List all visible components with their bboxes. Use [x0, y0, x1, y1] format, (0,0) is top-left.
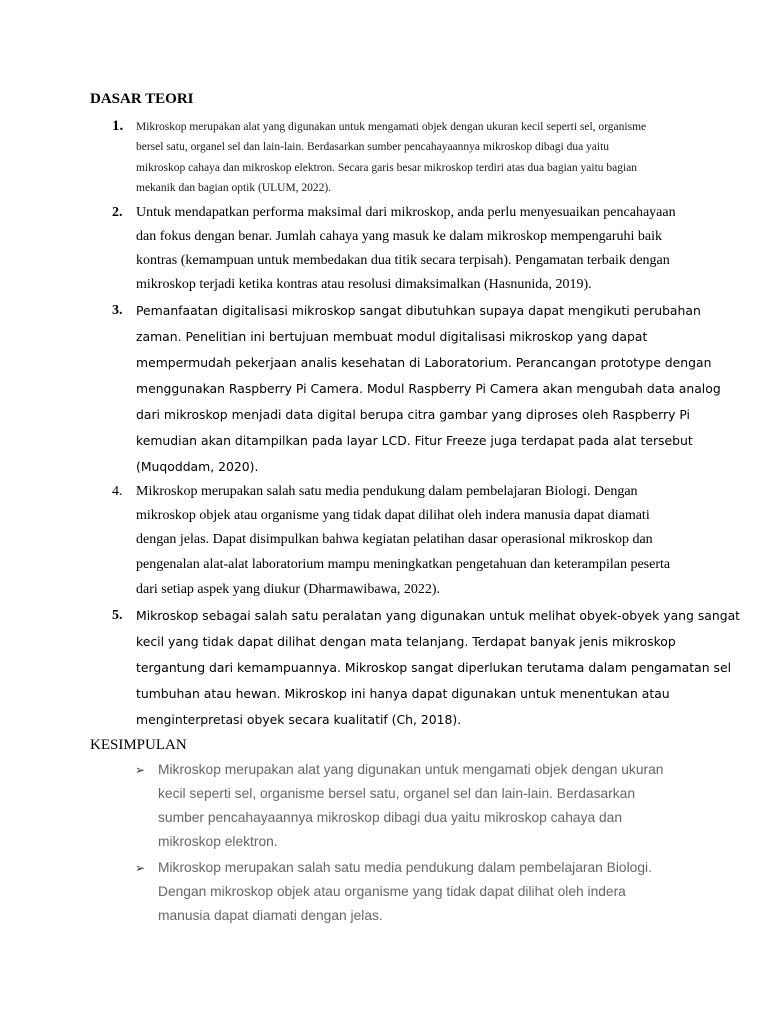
- list-item-text-line: mempermudah pekerjaan analis kesehatan di Laboratorium. Perancangan prototype dengan: [136, 355, 712, 370]
- bullet-text-line: mikroskop elektron.: [158, 834, 278, 849]
- arrow-bullet-icon: ➢: [135, 861, 146, 875]
- bullet-text-line: Mikroskop merupakan alat yang digunakan untuk mengamati objek dengan ukuran: [158, 762, 664, 777]
- list-item-text-line: pengenalan alat-alat laboratorium mampu meningkatkan pengetahuan dan keterampilan peserta: [136, 557, 671, 572]
- arrow-bullet-icon: ➢: [135, 763, 146, 777]
- list-item-text-line: zaman. Penelitian ini bertujuan membuat modul digitalisasi mikroskop yang dapat: [136, 329, 648, 344]
- list-item-text-line: mikroskop objek atau organisme yang tidak dapat dilihat oleh indera manusia dapat diamati: [136, 508, 650, 523]
- list-item-text-line: mekanik dan bagian optik (ULUM, 2022).: [136, 182, 332, 194]
- list-item-text-line: kemudian akan ditampilkan pada layar LCD. Fitur Freeze juga terdapat pada alat tersebut: [136, 433, 693, 448]
- list-number: 5.: [112, 608, 123, 623]
- list-item-text-line: kontras (kemampuan untuk membedakan dua titik secara terpisah). Pengamatan terbaik dengan: [136, 253, 670, 268]
- bullet-text-line: kecil seperti sel, organisme bersel satu, organel sel dan lain-lain. Berdasarkan: [158, 786, 636, 801]
- list-item-text-line: dengan jelas. Dapat disimpulkan bahwa kegiatan pelatihan dasar operasional mikroskop dan: [136, 532, 653, 547]
- list-item-text-line: Untuk mendapatkan performa maksimal dari mikroskop, anda perlu menyesuaikan pencahayaan: [136, 205, 676, 220]
- list-number: 1.: [112, 118, 124, 134]
- list-item-text-line: Mikroskop merupakan salah satu media pendukung dalam pembelajaran Biologi. Dengan: [136, 484, 638, 499]
- list-number: 2.: [112, 205, 123, 220]
- list-item-text-line: dan fokus dengan benar. Jumlah cahaya yang masuk ke dalam mikroskop mempengaruhi baik: [136, 229, 663, 244]
- list-item-text-line: Pemanfaatan digitalisasi mikroskop sangat dibutuhkan supaya dapat mengikuti perubahan: [136, 303, 701, 318]
- list-item-text-line: bersel satu, organel sel dan lain-lain. Berdasarkan sumber pencahayaannya mikroskop dibagi dua yaitu: [136, 141, 610, 153]
- list-item-text-line: Mikroskop merupakan alat yang digunakan untuk mengamati objek dengan ukuran kecil seperti sel, organisme: [136, 121, 647, 133]
- bullet-text-line: sumber pencahayaannya mikroskop dibagi dua yaitu mikroskop cahaya dan: [158, 810, 623, 825]
- bullet-text-line: manusia dapat diamati dengan jelas.: [158, 908, 383, 923]
- list-item-text-line: tumbuhan atau hewan. Mikroskop ini hanya dapat digunakan untuk menentukan atau: [136, 686, 670, 701]
- list-item-text-line: mikroskop cahaya dan mikroskop elektron. Secara garis besar mikroskop terdiri atas dua bagian yaitu bagian: [136, 162, 638, 174]
- bullet-text-line: Dengan mikroskop objek atau organisme yang tidak dapat dilihat oleh indera: [158, 884, 626, 899]
- bullet-text-line: Mikroskop merupakan salah satu media pendukung dalam pembelajaran Biologi.: [158, 860, 652, 875]
- section-heading-dasar-teori: DASAR TEORI: [90, 91, 194, 107]
- list-item-text-line: menginterpretasi obyek secara kualitatif (Ch, 2018).: [136, 712, 462, 727]
- section-heading-kesimpulan: KESIMPULAN: [90, 737, 187, 753]
- list-item-text-line: dari mikroskop menjadi data digital berupa citra gambar yang diproses oleh Raspberry Pi: [136, 407, 691, 422]
- list-number: 4.: [112, 484, 123, 499]
- list-item-text-line: menggunakan Raspberry Pi Camera. Modul Raspberry Pi Camera akan mengubah data analog: [136, 381, 721, 396]
- list-item-text-line: dari setiap aspek yang diukur (Dharmawibawa, 2022).: [136, 582, 441, 597]
- list-item-text-line: (Muqoddam, 2020).: [136, 459, 259, 474]
- list-number: 3.: [112, 303, 123, 318]
- list-item-text-line: mikroskop terjadi ketika kontras atau resolusi dimaksimalkan (Hasnunida, 2019).: [136, 277, 592, 292]
- list-item-text-line: Mikroskop sebagai salah satu peralatan yang digunakan untuk melihat obyek-obyek yang sangat: [136, 608, 741, 623]
- list-item-text-line: kecil yang tidak dapat dilihat dengan mata telanjang. Terdapat banyak jenis mikroskop: [136, 634, 676, 649]
- list-item-text-line: tergantung dari kemampuannya. Mikroskop sangat diperlukan terutama dalam pengamatan sel: [136, 660, 732, 675]
